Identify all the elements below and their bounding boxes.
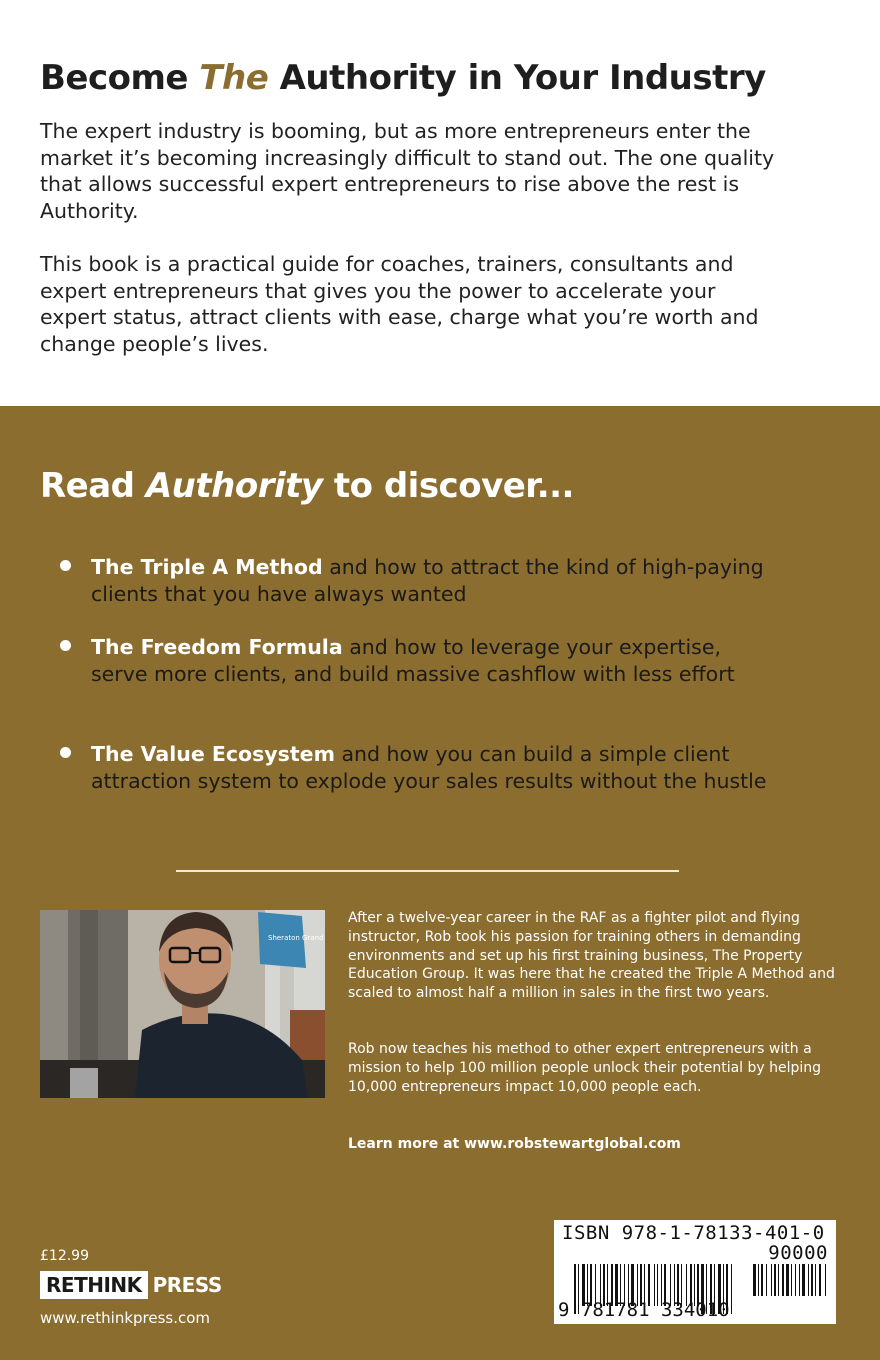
barcode-digits: 9 781781 334010 — [558, 1299, 730, 1321]
discover-heading — [40, 466, 574, 506]
author-mission: Rob now teaches his method to other expert entrepreneurs with a mission to help 100 million people unlock their potential by helping 10,000 entrepreneurs impact 10,000 people each. — [348, 1041, 822, 1095]
publisher-logo-part2: PRESS — [152, 1273, 222, 1297]
barcode-addon-bar — [774, 1264, 776, 1296]
publisher-logo — [40, 1271, 222, 1299]
barcode-addon-bar — [802, 1264, 805, 1296]
barcode-addon-bar — [811, 1264, 813, 1296]
bullet-dot-icon — [60, 640, 71, 651]
publisher-website[interactable]: www.rethinkpress.com — [40, 1309, 211, 1327]
isbn-number: ISBN 978-1-78133-401-0 — [562, 1222, 825, 1244]
barcode-addon-bar — [761, 1264, 763, 1296]
barcode-addon-bar — [815, 1264, 816, 1296]
headline-accent: The — [199, 58, 269, 98]
author-bio: After a twelve-year career in the RAF as a fighter pilot and flying instructor, Rob took his passion for training others in demanding environments and set up his first training business, The Property Education Group. It was here that he created the Triple A Method and scaled to almost half a million in sales in the first two years. — [348, 910, 835, 1002]
barcode-addon-bar — [758, 1264, 759, 1296]
learn-more-link[interactable]: Learn more at www.robstewartglobal.com — [348, 1136, 681, 1152]
barcode-addon-bar — [799, 1264, 800, 1296]
bullet-dot-icon — [60, 747, 71, 758]
bullet-text: and how to leverage your expertise, serve more clients, and build massive cashflow with less effort — [91, 635, 735, 686]
barcode-addon-bar — [778, 1264, 779, 1296]
publisher-logo-part1: RETHINK — [40, 1271, 148, 1299]
author-photo-image — [40, 910, 325, 1098]
list-item — [60, 741, 780, 794]
list-item — [60, 554, 780, 607]
gold-band — [0, 406, 880, 1360]
isbn-addon: 90000 — [768, 1242, 828, 1264]
bullet-title: The Triple A Method — [91, 555, 323, 579]
discover-heading-part: to discover... — [322, 466, 574, 506]
barcode-addon-bar — [766, 1264, 767, 1296]
price: £12.99 — [40, 1248, 89, 1264]
author-photo — [40, 910, 325, 1098]
bullet-text: and how you can build a simple client attraction system to explode your sales results without the hustle — [91, 742, 767, 793]
divider — [176, 870, 679, 872]
headline-part: Become — [40, 58, 200, 98]
barcode-addon-bar — [782, 1264, 784, 1296]
bullet-title: The Value Ecosystem — [91, 742, 335, 766]
barcode-addon-bar — [791, 1264, 792, 1296]
bullet-dot-icon — [60, 560, 71, 571]
discover-heading-part: Read — [40, 466, 146, 506]
photo-flag-text: Sheraton Grand — [268, 934, 324, 942]
list-item — [60, 634, 780, 687]
barcode-addon-bar — [771, 1264, 772, 1296]
intro-paragraph: The expert industry is booming, but as more entrepreneurs enter the market it’s becoming increasingly difficult to stand out. The one quality that allows successful expert entrepreneurs to rise above the rest is Authority. — [40, 119, 775, 223]
barcode-bar — [731, 1264, 732, 1314]
top-section — [0, 0, 880, 406]
isbn-barcode — [554, 1220, 836, 1324]
barcode-addon-bar — [819, 1264, 821, 1296]
bullet-text: and how to attract the kind of high-paying clients that you have always wanted — [91, 555, 764, 606]
barcode-addon-bar — [753, 1264, 756, 1296]
barcode-addon-bar — [786, 1264, 789, 1296]
bullet-title: The Freedom Formula — [91, 635, 343, 659]
barcode-addon-bar — [795, 1264, 796, 1296]
headline-part: Authority in Your Industry — [268, 58, 766, 98]
discover-heading-emphasis: Authority — [145, 466, 323, 506]
barcode-addon-bar — [825, 1264, 826, 1296]
barcode-addon-bar — [808, 1264, 809, 1296]
description-paragraph: This book is a practical guide for coaches, trainers, consultants and expert entrepreneurs that gives you the power to accelerate your expert status, attract clients with ease, charge what you’re worth and change people’s lives. — [40, 252, 759, 356]
headline — [40, 58, 766, 98]
